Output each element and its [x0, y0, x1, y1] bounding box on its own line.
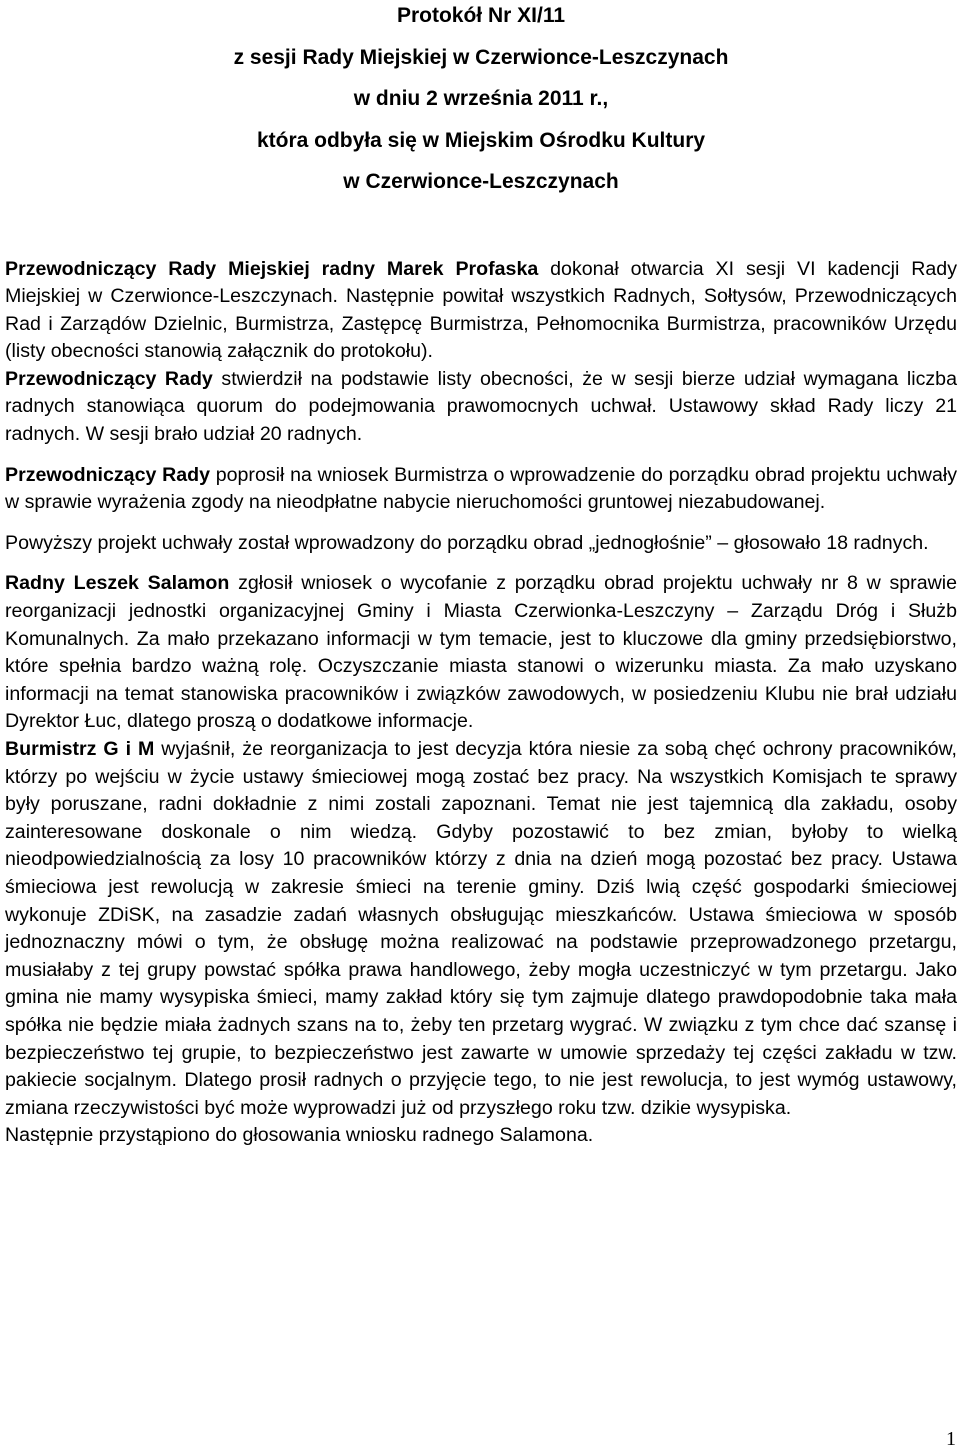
- paragraph-text: wyjaśnił, że reorganizacja to jest decyzja która niesie za sobą chęć ochrony pracowników, którzy po wejściu w życie ustawy śmieciowej mogą zostać bez pracy. Na wszystkich Komisjach te sprawy były poruszane, radni dokładnie z nimi zostali zapoznani. Temat nie jest tajemnicą dla zakładu, osoby zainteresowane doskonale o nim wiedzą. Gdyby pozostawić to bez zmian, byłoby to wielką nieodpowiedzialnością za losy 10 pracowników którzy z dnia na dzień mogą pozostać bez pracy. Ustawa śmieciowa jest rewolucją w zakresie śmieci na terenie gminy. Dziś lwią część gospodarki śmieciowej wykonuje ZDiSK, na zasadzie zadań własnych obsługując mieszkańców. Ustawa śmieciowa w sposób jednoznaczny mówi o tym, że obsługę można realizować na podstawie przeprowadzonego przetargu, musiałaby z tej grupy powstać spółka prawa handlowego, żeby mogła uczestniczyć w tym przetargu. Jako gmina nie mamy wysypiska śmieci, mamy zakład który się tym zajmuje dlatego prawdopodobnie taka mała spółka nie będzie miała żadnych szans na to, żeby ten przetarg wygrać. W związku z tym chce dać szansę i bezpieczeństwo tej grupie, to bezpieczeństwo jest zawarte w umowie sprzedaży tej części zakładu w tzw. pakiecie socjalnym. Dlatego prosił radnych o przyjęcie tego, to nie jest rewolucja, to jest wymóg ustawowy, zmiana rzeczywistości być może wyprowadzi już od przyszłego roku tzw. dzikie wysypiska.: [5, 738, 957, 1119]
- paragraph-text: Powyższy projekt uchwały został wprowadzony do porządku obrad „jednogłośnie” – głosowało 18 radnych.: [5, 531, 929, 554]
- paragraph-mayor-explanation: [5, 736, 957, 1122]
- protocol-title: [5, 0, 957, 203]
- paragraph-text: Następnie przystąpiono do głosowania wniosku radnego Salamona.: [5, 1124, 594, 1147]
- speaker-mayor: Burmistrz G i M: [5, 738, 155, 760]
- speaker-chairman-agenda: Przewodniczący Rady: [5, 463, 211, 486]
- paragraph-quorum: [5, 366, 957, 449]
- paragraph-text: zgłosił wniosek o wycofanie z porządku obrad projektu uchwały nr 8 w sprawie reorganizacji jednostki organizacyjnej Gminy i Miasta Czerwionka-Leszczyny – Zarządu Dróg i Służb Komunalnych. Za mało przekazano informacji w tym temacie, jest to kluczowe dla gminy przedsiębiorstwo, które spełnia bardzo ważną rolę. Oczyszczanie miasta stanowi o wizerunku miasta. Za mało uzyskano informacji na temat stanowiska pracowników i związków zawodowych, w posiedzeniu Klubu nie brał udziału Dyrektor Łuc, dlatego proszą o dodatkowe informacje.: [5, 572, 958, 733]
- paragraph-text: stwierdził na podstawie listy obecności, że w sesji bierze udział wymagana liczba radnych stanowiąca quorum do podejmowania prawomocnych uchwał. Ustawowy skład Rady liczy 21 radnych. W sesji brało udział 20 radnych.: [5, 367, 957, 446]
- page-number: 1: [946, 1428, 956, 1450]
- paragraph-text: poprosił na wniosek Burmistrza o wprowadzenie do porządku obrad projektu uchwały w sprawie wyrażenia zgody na nieodpłatne nabycie nieruchomości gruntowej niezabudowanej.: [5, 463, 957, 514]
- paragraph-voting: [5, 1122, 957, 1150]
- title-line-1: Protokół Nr XI/11: [396, 4, 566, 27]
- paragraph-opening: [5, 256, 957, 366]
- title-line-2: z sesji Rady Miejskiej w Czerwionce-Leszczynach: [233, 45, 729, 69]
- speaker-salamon: Radny Leszek Salamon: [5, 572, 230, 595]
- title-line-3: w dniu 2 września 2011 r.,: [353, 87, 609, 110]
- paragraph-salamon-motion: [5, 570, 957, 736]
- title-line-5: w Czerwionce-Leszczynach: [343, 170, 619, 193]
- document-page: [5, 0, 957, 1150]
- title-line-4: która odbyła się w Miejskim Ośrodku Kultury: [256, 128, 706, 152]
- paragraph-agenda-request: [5, 462, 957, 517]
- paragraph-vote-result: [5, 530, 957, 558]
- paragraph-text: dokonał otwarcia XI sesji VI kadencji Rady Miejskiej w Czerwionce-Leszczynach. Następnie powitał wszystkich Radnych, Sołtysów, Przewodniczących Rad i Zarządów Dzielnic, Burmistrza, Zastępcę Burmistrza, Pełnomocnika Burmistrza, pracowników Urzędu (listy obecności stanowią załącznik do protokołu).: [5, 257, 958, 363]
- speaker-chairman-quorum: Przewodniczący Rady: [5, 367, 213, 390]
- speaker-chairman-opening: Przewodniczący Rady Miejskiej radny Marek Profaska: [5, 257, 539, 280]
